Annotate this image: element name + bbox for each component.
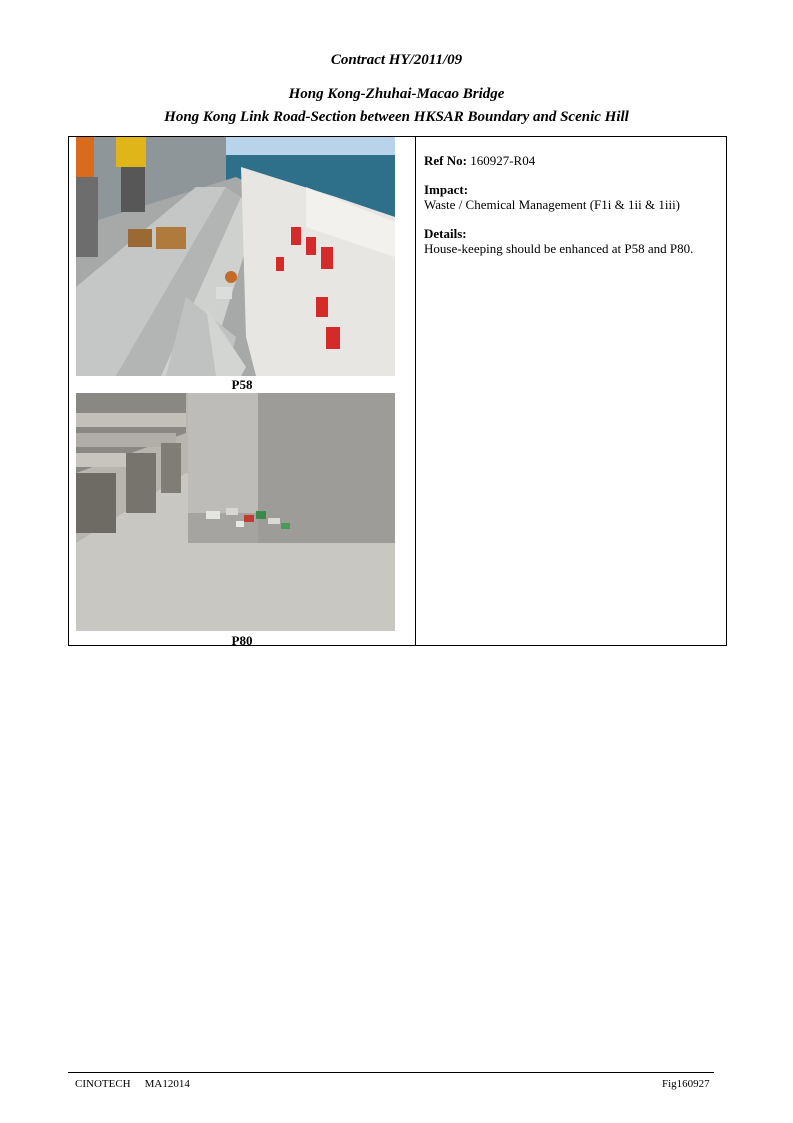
photo-p58 bbox=[76, 137, 395, 376]
impact-value: Waste / Chemical Management (F1i & 1ii & 1iii) bbox=[424, 197, 681, 212]
footer-rule bbox=[68, 1072, 714, 1073]
ref-value: 160927-R04 bbox=[470, 153, 536, 168]
project-title: Hong Kong-Zhuhai-Macao Bridge bbox=[288, 86, 505, 102]
footer-left bbox=[75, 1078, 190, 1090]
details-value: House-keeping should be enhanced at P58 and P80. bbox=[424, 241, 694, 256]
details-label: Details: bbox=[424, 226, 467, 241]
section-title: Hong Kong Link Road-Section between HKSAR Boundary and Scenic Hill bbox=[164, 109, 629, 125]
record-details bbox=[424, 153, 714, 256]
ref-line bbox=[424, 153, 714, 168]
photo-p80 bbox=[76, 393, 395, 631]
inspection-table bbox=[68, 136, 727, 646]
footer-code: MA12014 bbox=[144, 1078, 190, 1090]
footer-company: CINOTECH bbox=[75, 1078, 131, 1090]
photo-p58-caption: P58 bbox=[231, 377, 253, 392]
ref-label: Ref No: bbox=[424, 153, 467, 168]
photo-p80-caption: P80 bbox=[231, 633, 253, 648]
impact-label: Impact: bbox=[424, 182, 469, 197]
photo-p58-image bbox=[76, 137, 395, 376]
footer-figure: Fig160927 bbox=[662, 1078, 710, 1090]
contract-title: Contract HY/2011/09 bbox=[330, 52, 463, 68]
photo-p80-image bbox=[76, 393, 395, 631]
column-divider bbox=[415, 137, 416, 645]
